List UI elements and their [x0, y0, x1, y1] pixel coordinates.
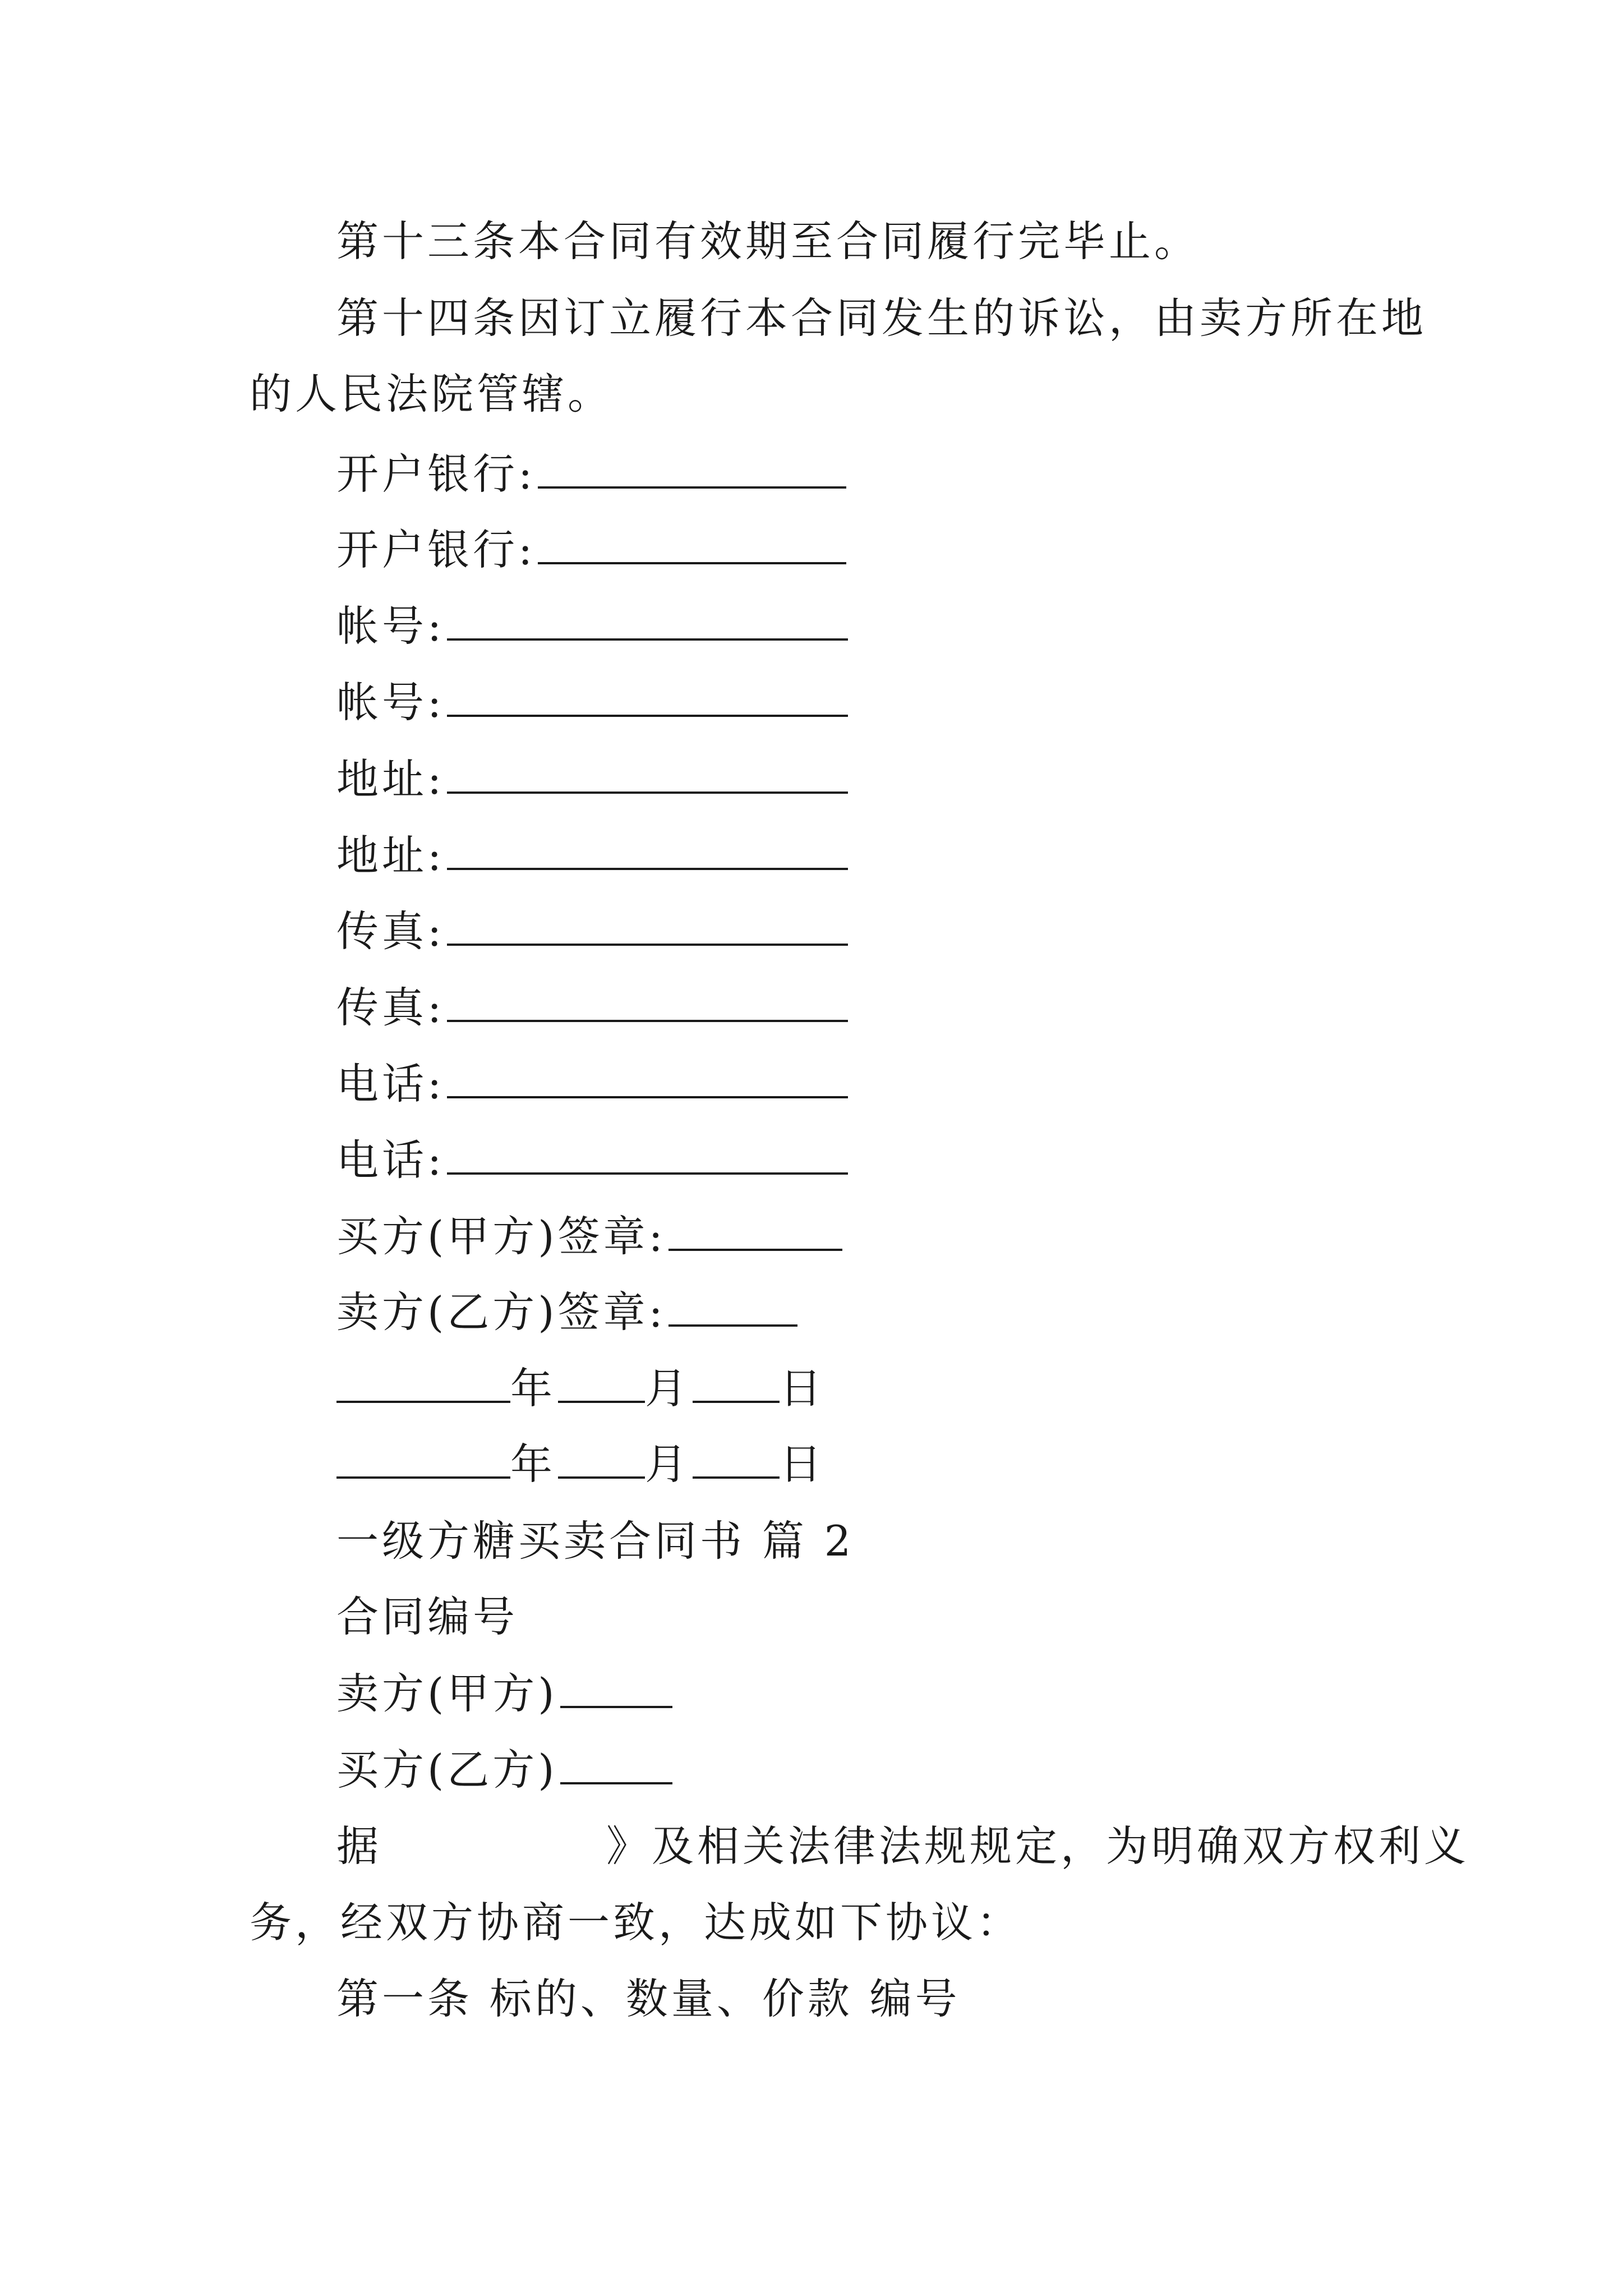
bank-blank [538, 530, 846, 564]
fax-blank [447, 911, 848, 946]
day-blank [693, 1368, 780, 1403]
buyer-party-line: 买方(乙方) [336, 1749, 672, 1791]
date-line-2: 年 月 日 [336, 1443, 825, 1485]
year-blank [336, 1368, 510, 1403]
month-blank [558, 1444, 645, 1479]
phone-blank [447, 1064, 848, 1098]
month-blank [558, 1368, 645, 1403]
field-phone-seller: 电话: [336, 1139, 848, 1181]
field-account-buyer: 帐号: [336, 605, 848, 647]
field-address-seller: 地址: [336, 835, 848, 877]
date-line-1: 年 月 日 [336, 1368, 825, 1410]
party-blank [560, 1673, 672, 1708]
day-blank [693, 1444, 780, 1479]
fax-blank [447, 987, 848, 1022]
basis-line-2: 务，经双方协商一致，达成如下协议： [250, 1898, 1022, 1947]
field-fax-buyer: 传真: [336, 910, 848, 953]
address-blank [447, 759, 848, 794]
account-blank [447, 606, 848, 641]
field-fax-seller: 传真: [336, 987, 848, 1029]
signature-blank [668, 1292, 797, 1327]
article-1-heading: 第一条 标的、数量、价款 编号 [336, 1974, 961, 2023]
address-blank [447, 835, 848, 870]
clause-14-line-1: 第十四条因订立履行本合同发生的诉讼，由卖方所在地 [336, 293, 1427, 343]
field-bank-buyer: 开户银行: [336, 453, 846, 495]
clause-13: 第十三条本合同有效期至合同履行完毕止。 [336, 217, 1200, 266]
section-2-title: 一级方糖买卖合同书 篇 2 [336, 1516, 855, 1566]
bank-blank [538, 454, 846, 489]
field-phone-buyer: 电话: [336, 1063, 848, 1105]
field-address-buyer: 地址: [336, 758, 848, 800]
party-blank [560, 1750, 672, 1784]
signature-blank [668, 1216, 842, 1251]
seller-signature-line: 卖方(乙方)签章: [336, 1291, 797, 1333]
account-blank [447, 682, 848, 717]
seller-party-line: 卖方(甲方) [336, 1673, 672, 1715]
buyer-signature-line: 买方(甲方)签章: [336, 1216, 842, 1258]
clause-14-line-2: 的人民法院管辖。 [250, 369, 614, 418]
phone-blank [447, 1140, 848, 1175]
field-bank-seller: 开户银行: [336, 529, 846, 571]
contract-number-label: 合同编号 [336, 1592, 519, 1641]
basis-line-1: 据 》及相关法律法规规定，为明确双方权利义 [336, 1821, 1470, 1871]
year-blank [336, 1444, 510, 1479]
field-account-seller: 帐号: [336, 682, 848, 724]
